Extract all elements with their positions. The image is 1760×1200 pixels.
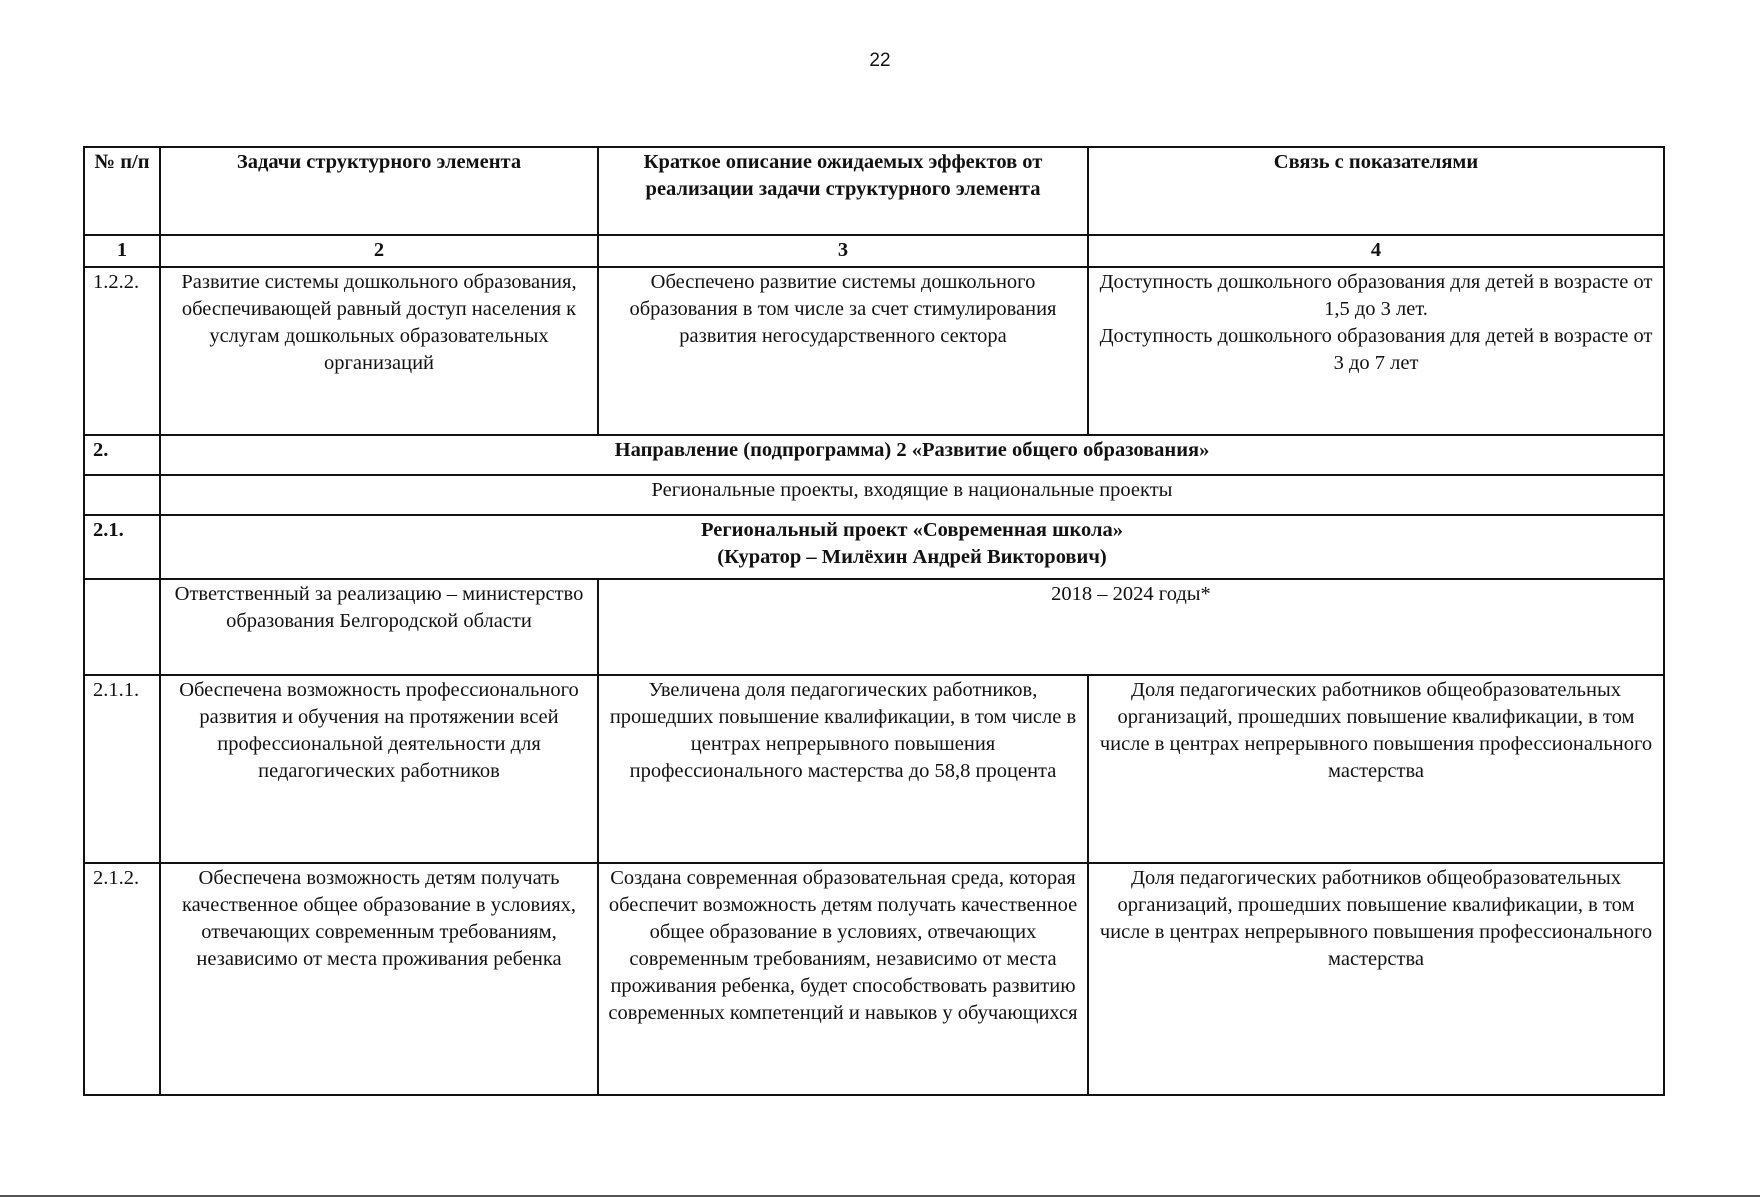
table-row xyxy=(84,863,1664,1095)
effect-cell: Создана современная образовательная среда, которая обеспечит возможность детям получать качественное общее образование в условиях, отвечающих современным требованиям, независимо от места проживания ребенка, будет способствовать развитию современных компетенций и навыков у обучающихся xyxy=(598,863,1088,1095)
page-number: 22 xyxy=(869,50,891,71)
task-cell: Обеспечена возможность детям получать качественное общее образование в условиях, отвечающих современным требованиям, независимо от места проживания ребенка xyxy=(160,863,598,1095)
indicator-cell: Доля педагогических работников общеобразовательных организаций, прошедших повышение квалификации, в том числе в центрах непрерывного повышения профессионального мастерства xyxy=(1088,863,1664,1095)
empty-cell xyxy=(84,579,160,675)
task-cell: Обеспечена возможность профессионального развития и обучения на протяжении всей профессиональной деятельности для педагогических работников xyxy=(160,675,598,863)
table-row xyxy=(84,675,1664,863)
table-header-row xyxy=(84,147,1664,235)
subsection-title: Региональные проекты, входящие в национальные проекты xyxy=(160,475,1664,515)
responsible-cell: Ответственный за реализацию – министерство образования Белгородской области xyxy=(160,579,598,675)
row-number: 1.2.2. xyxy=(84,267,160,435)
program-table xyxy=(83,146,1665,1096)
period-cell: 2018 – 2024 годы* xyxy=(598,579,1664,675)
section-title: Направление (подпрограмма) 2 «Развитие общего образования» xyxy=(160,435,1664,475)
project-title xyxy=(160,515,1664,579)
header-tasks: Задачи структурного элемента xyxy=(160,147,598,235)
indicator-text: Доступность дошкольного образования для детей в возрасте от 3 до 7 лет xyxy=(1099,325,1653,374)
table-row xyxy=(84,267,1664,435)
responsible-row xyxy=(84,579,1664,675)
indicator-cell: Доля педагогических работников общеобразовательных организаций, прошедших повышение квалификации, в том числе в центрах непрерывного повышения профессионального мастерства xyxy=(1088,675,1664,863)
header-num: № п/п xyxy=(84,147,160,235)
col-number-3: 3 xyxy=(598,235,1088,267)
effect-cell: Увеличена доля педагогических работников, прошедших повышение квалификации, в том числе в центрах непрерывного повышения профессионального мастерства до 58,8 процента xyxy=(598,675,1088,863)
bottom-rule xyxy=(0,1195,1760,1197)
effect-cell: Обеспечено развитие системы дошкольного образования в том числе за счет стимулирования развития негосударственного сектора xyxy=(598,267,1088,435)
project-row xyxy=(84,515,1664,579)
row-number: 2.1.2. xyxy=(84,863,160,1095)
section-row xyxy=(84,435,1664,475)
empty-cell xyxy=(84,475,160,515)
section-number: 2. xyxy=(84,435,160,475)
column-number-row xyxy=(84,235,1664,267)
col-number-2: 2 xyxy=(160,235,598,267)
header-effects: Краткое описание ожидаемых эффектов от реализации задачи структурного элемента xyxy=(598,147,1088,235)
row-number: 2.1.1. xyxy=(84,675,160,863)
task-cell: Развитие системы дошкольного образования, обеспечивающей равный доступ населения к услугам дошкольных образовательных организаций xyxy=(160,267,598,435)
project-curator: (Куратор – Милёхин Андрей Викторович) xyxy=(717,546,1107,568)
col-number-1: 1 xyxy=(84,235,160,267)
col-number-4: 4 xyxy=(1088,235,1664,267)
header-indicators: Связь с показателями xyxy=(1088,147,1664,235)
subsection-row xyxy=(84,475,1664,515)
project-name: Региональный проект «Современная школа» xyxy=(701,519,1123,541)
indicator-text: Доступность дошкольного образования для детей в возрасте от 1,5 до 3 лет. xyxy=(1099,271,1653,320)
project-number: 2.1. xyxy=(84,515,160,579)
indicator-cell xyxy=(1088,267,1664,435)
